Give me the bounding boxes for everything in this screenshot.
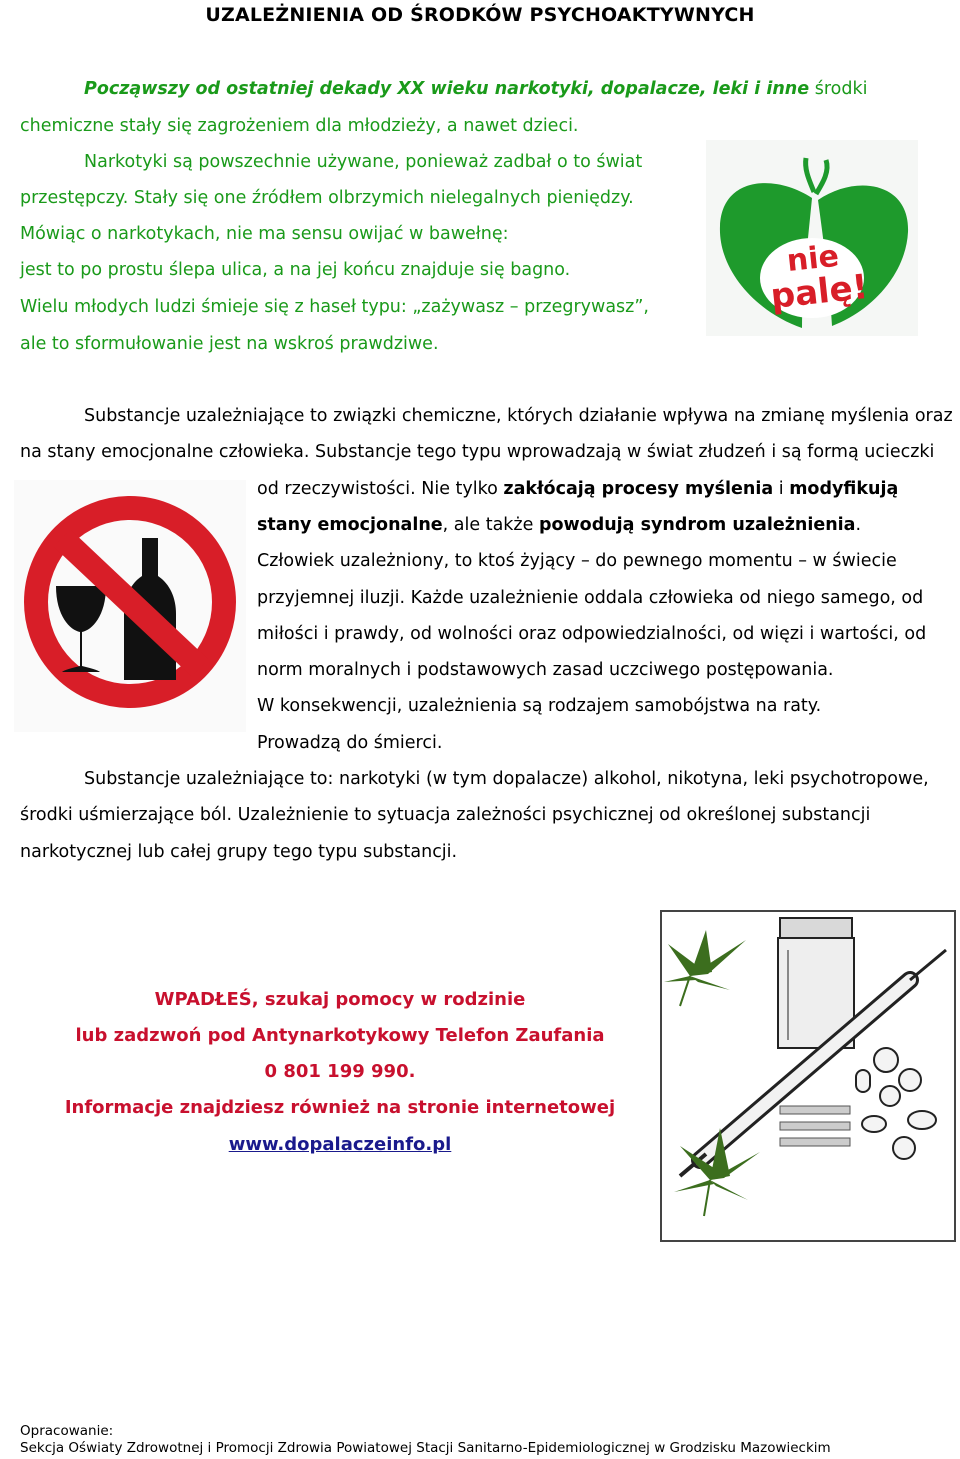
para2-line-4-b: , ale także [442, 515, 539, 535]
help-url-link[interactable]: www.dopalaczeinfo.pl [228, 1134, 452, 1155]
para2-line-3 [257, 478, 898, 500]
intro-line-6: jest to po prostu ślepa ulica, a na jej końcu znajduje się bagno. [20, 260, 571, 280]
para2-line-1: Substancje uzależniające to związki chemiczne, których działanie wpływa na zmianę myślenia oraz [84, 406, 953, 426]
para3-line-2: środki uśmierzające ból. Uzależnienie to sytuacja zależności psychicznej od określonej substancji [20, 805, 871, 825]
nie-pale-text-2: palę! [768, 266, 870, 317]
para2-line-3-a: od rzeczywistości. Nie tylko [257, 479, 504, 499]
para2-emph-1: zakłócają procesy myślenia [503, 479, 774, 499]
help-line-4: Informacje znajdziesz również na stronie internetowej [64, 1097, 616, 1118]
powder-lines-icon [780, 1106, 850, 1146]
intro-lead-rest: środki [814, 79, 868, 99]
footer-text: Sekcja Oświaty Zdrowotnej i Promocji Zdrowia Powiatowej Stacji Sanitarno-Epidemiologicznej w Grodzisku Mazowieckim [20, 1440, 831, 1456]
intro-line-1 [84, 78, 867, 100]
para2-line-9: W konsekwencji, uzależnienia są rodzajem samobójstwa na raty. [257, 696, 822, 716]
intro-line-3: Narkotyki są powszechnie używane, ponieważ zadbał o to świat [84, 152, 643, 172]
para3-line-3: narkotycznej lub całej grupy tego typu substancji. [20, 842, 458, 862]
drugs-illustration [660, 910, 956, 1242]
para2-line-4-d: . [855, 515, 862, 535]
footer-label: Opracowanie: [20, 1423, 114, 1439]
intro-line-7: Wielu młodych ludzi śmieje się z haseł typu: „zażywasz – przegrywasz”, [20, 297, 649, 317]
para2-line-10: Prowadzą do śmierci. [257, 733, 443, 753]
intro-line-5: Mówiąc o narkotykach, nie ma sensu owijać w bawełnę: [20, 224, 509, 244]
para2-emph-2: modyfikują [789, 479, 899, 499]
para2-line-2: na stany emocjonalne człowieka. Substancje tego typu wprowadzają w świat złudzeń i są formą ucieczki [20, 442, 935, 462]
para2-line-8: norm moralnych i podstawowych zasad uczciwego postępowania. [257, 660, 834, 680]
nie-pale-text-1: nie [785, 238, 841, 279]
intro-line-2: chemiczne stały się zagrożeniem dla młodzieży, a nawet dzieci. [20, 116, 579, 136]
para2-line-3-c: i [773, 479, 790, 499]
intro-lead-bold: Począwszy od ostatniej dekady XX wieku narkotyki, dopalacze, leki i inne [84, 79, 810, 99]
nie-pale-logo [706, 140, 918, 336]
para3-line-1: Substancje uzależniające to: narkotyki (w tym dopalacze) alkohol, nikotyna, leki psychotropowe, [84, 769, 929, 789]
para2-line-5: Człowiek uzależniony, to ktoś żyjący – do pewnego momentu – w świecie [257, 551, 897, 571]
help-phone: 0 801 199 990. [264, 1061, 416, 1082]
para2-emph-4: powodują syndrom uzależnienia [538, 515, 856, 535]
para2-line-4 [257, 514, 861, 536]
para2-emph-3: stany emocjonalne [257, 515, 443, 535]
intro-line-8: ale to sformułowanie jest na wskroś prawdziwe. [20, 334, 439, 354]
help-line-2: lub zadzwoń pod Antynarkotykowy Telefon Zaufania [75, 1025, 605, 1046]
para2-line-6: przyjemnej iluzji. Każde uzależnienie oddala człowieka od niego samego, od [257, 588, 924, 608]
page-title: UZALEŻNIENIA OD ŚRODKÓW PSYCHOAKTYWNYCH [205, 4, 755, 26]
para2-line-7: miłości i prawdy, od wolności oraz odpowiedzialności, od więzi i wartości, od [257, 624, 927, 644]
help-line-1: WPADŁEŚ, szukaj pomocy w rodzinie [154, 989, 526, 1010]
help-url-row [0, 1134, 680, 1156]
no-alcohol-sign [14, 480, 246, 732]
intro-line-4: przestępczy. Stały się one źródłem olbrzymich nielegalnych pieniędzy. [20, 188, 634, 208]
